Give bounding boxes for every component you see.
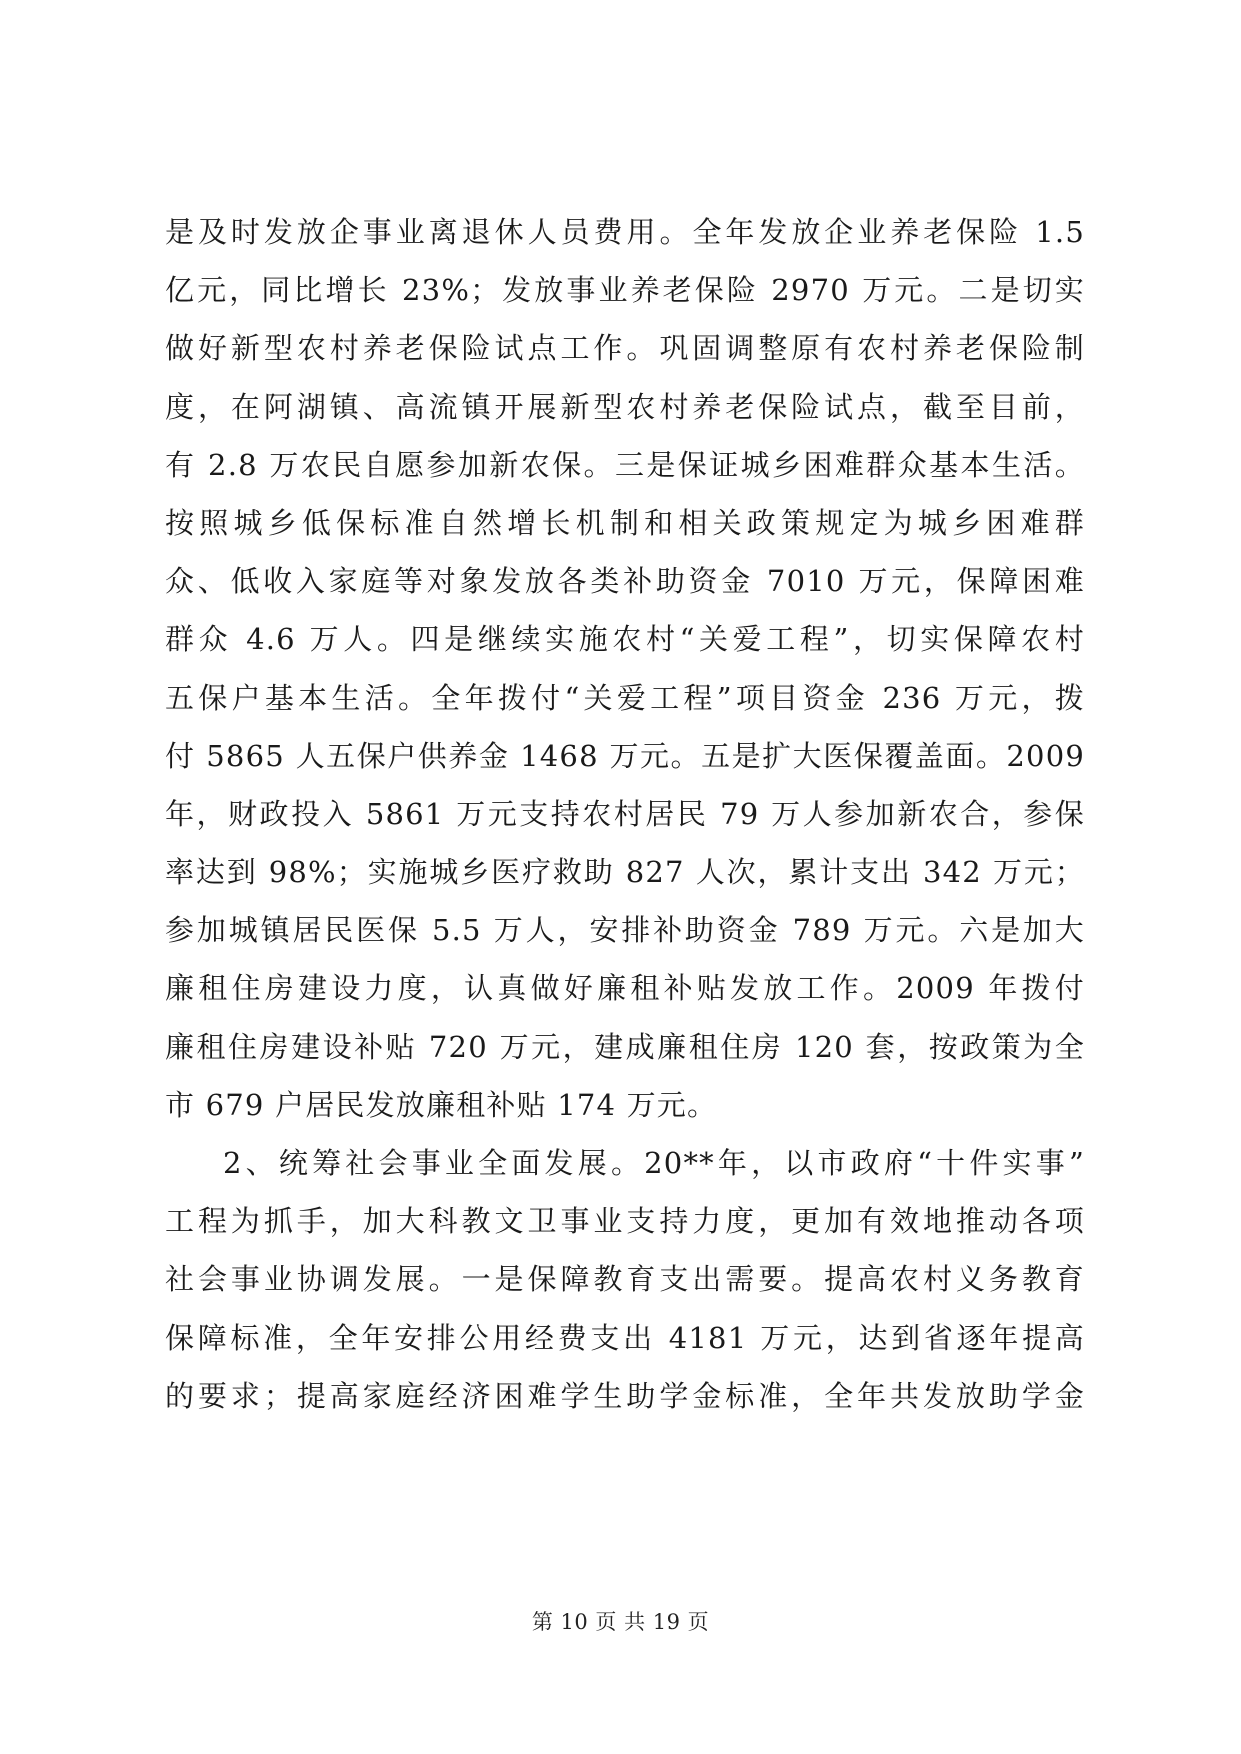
- text-line: 亿元，同比增长 23%；发放事业养老保险 2970 万元。二是切实: [165, 273, 1085, 308]
- text-line: 年，财政投入 5861 万元支持农村居民 79 万人参加新农合，参保: [165, 796, 1085, 831]
- text-line: 有 2.8 万农民自愿参加新农保。三是保证城乡困难群众基本生活。: [165, 447, 1085, 482]
- text-line: 市 679 户居民发放廉租补贴 174 万元。: [165, 1087, 718, 1122]
- text-line: 社会事业协调发展。一是保障教育支出需要。提高农村义务教育: [165, 1262, 1085, 1297]
- text-line: 廉租住房建设力度，认真做好廉租补贴发放工作。2009 年拨付: [165, 971, 1085, 1006]
- text-line: 是及时发放企事业离退休人员费用。全年发放企业养老保险 1.5: [165, 215, 1085, 249]
- page-footer: [0, 1606, 1241, 1636]
- text-line: 2、统筹社会事业全面发展。20**年，以市政府“十件实事”: [223, 1146, 1085, 1180]
- text-line: 工程为抓手，加大科教文卫事业支持力度，更加有效地推动各项: [165, 1204, 1085, 1239]
- text-line: 率达到 98%；实施城乡医疗救助 827 人次，累计支出 342 万元；: [165, 855, 1085, 890]
- text-line: 度，在阿湖镇、高流镇开展新型农村养老保险试点，截至目前，: [165, 389, 1085, 424]
- text-line: 按照城乡低保标准自然增长机制和相关政策规定为城乡困难群: [165, 505, 1085, 540]
- text-line: 群众 4.6 万人。四是继续实施农村“关爱工程”，切实保障农村: [165, 622, 1085, 657]
- body-text: [165, 203, 1085, 1425]
- text-line: 的要求；提高家庭经济困难学生助学金标准，全年共发放助学金: [165, 1378, 1085, 1413]
- text-line: 保障标准，全年安排公用经费支出 4181 万元，达到省逐年提高: [165, 1320, 1085, 1355]
- text-line: 众、低收入家庭等对象发放各类补助资金 7010 万元，保障困难: [165, 564, 1085, 599]
- text-line: 参加城镇居民医保 5.5 万人，安排补助资金 789 万元。六是加大: [165, 913, 1085, 948]
- text-line: 廉租住房建设补贴 720 万元，建成廉租住房 120 套，按政策为全: [165, 1029, 1085, 1064]
- page-number-label: 第 10 页 共 19 页: [531, 1610, 710, 1634]
- text-line: 五保户基本生活。全年拨付“关爱工程”项目资金 236 万元，拨: [165, 680, 1085, 715]
- text-line: 做好新型农村养老保险试点工作。巩固调整原有农村养老保险制: [165, 331, 1085, 366]
- text-line: 付 5865 人五保户供养金 1468 万元。五是扩大医保覆盖面。2009: [165, 738, 1085, 773]
